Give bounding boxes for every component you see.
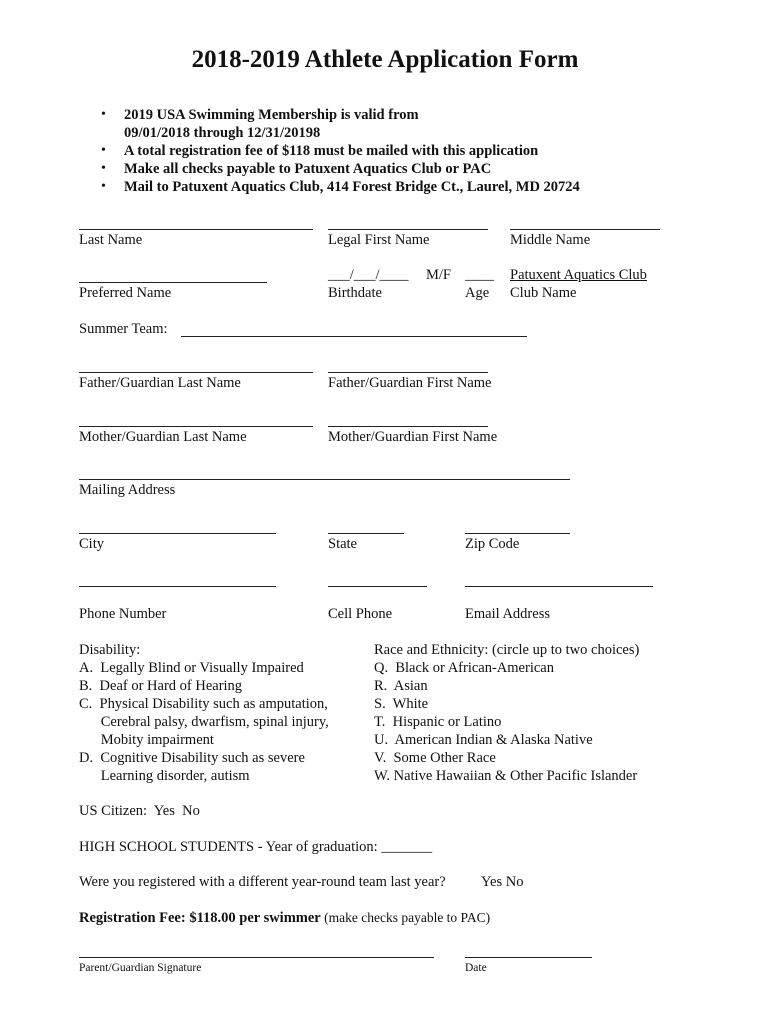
zip-code-field[interactable]: [465, 533, 570, 534]
race-option[interactable]: R. Asian: [374, 678, 428, 694]
email-address-label: Email Address: [465, 606, 550, 622]
bullet-item: 2019 USA Swimming Membership is valid from: [124, 107, 419, 123]
race-option[interactable]: Q. Black or African-American: [374, 660, 554, 676]
father-first-name-label: Father/Guardian First Name: [328, 375, 492, 391]
disability-option[interactable]: B. Deaf or Hard of Hearing: [79, 678, 243, 694]
preferred-name-label: Preferred Name: [79, 285, 172, 301]
registration-fee: [79, 910, 490, 927]
last-name-field[interactable]: [79, 229, 313, 230]
mother-first-name-label: Mother/Guardian First Name: [328, 429, 498, 445]
us-citizen-question[interactable]: US Citizen: Yes No: [79, 803, 200, 819]
bullet-icon: •: [101, 107, 106, 122]
age-label: Age: [465, 285, 490, 301]
disability-option[interactable]: C. Physical Disability such as amputation,: [79, 696, 328, 712]
mother-first-name-field[interactable]: [328, 426, 488, 427]
birthdate-label: Birthdate: [328, 285, 382, 301]
previous-team-answer[interactable]: Yes No: [481, 874, 524, 890]
disability-option-continued: Learning disorder, autism: [79, 768, 250, 784]
parent-signature-label: Parent/Guardian Signature: [79, 962, 202, 974]
mailing-address-field[interactable]: [79, 479, 570, 480]
disability-option-continued: Cerebral palsy, dwarfism, spinal injury,: [79, 714, 329, 730]
gender-label: M/F: [426, 267, 451, 283]
bullet-icon: •: [101, 161, 106, 176]
legal-first-name-field[interactable]: [328, 229, 488, 230]
bullet-item: Make all checks payable to Patuxent Aquatics Club or PAC: [124, 161, 492, 177]
state-field[interactable]: [328, 533, 404, 534]
graduation-year-question[interactable]: HIGH SCHOOL STUDENTS - Year of graduation: _______: [79, 839, 433, 855]
preferred-name-field[interactable]: [79, 282, 267, 283]
race-option[interactable]: V. Some Other Race: [374, 750, 496, 766]
registration-fee-label: Registration Fee: $118.00 per swimmer: [79, 910, 321, 926]
club-name-value: Patuxent Aquatics Club: [510, 267, 647, 283]
state-label: State: [328, 536, 357, 552]
signature-date-label: Date: [465, 962, 487, 974]
disability-heading: Disability:: [79, 642, 141, 658]
cell-phone-field[interactable]: [328, 586, 427, 587]
race-option[interactable]: U. American Indian & Alaska Native: [374, 732, 593, 748]
race-option[interactable]: W. Native Hawaiian & Other Pacific Islander: [374, 768, 638, 784]
father-first-name-field[interactable]: [328, 372, 488, 373]
father-last-name-field[interactable]: [79, 372, 313, 373]
bullet-icon: •: [101, 143, 106, 158]
bullet-icon: •: [101, 179, 106, 194]
cell-phone-label: Cell Phone: [328, 606, 393, 622]
club-name-label: Club Name: [510, 285, 577, 301]
city-label: City: [79, 536, 104, 552]
summer-team-label: Summer Team:: [79, 321, 168, 337]
disability-option[interactable]: A. Legally Blind or Visually Impaired: [79, 660, 304, 676]
father-last-name-label: Father/Guardian Last Name: [79, 375, 241, 391]
parent-signature-field[interactable]: [79, 957, 434, 958]
summer-team-field[interactable]: [181, 336, 527, 337]
bullet-item: A total registration fee of $118 must be mailed with this application: [124, 143, 539, 159]
age-field[interactable]: ____: [465, 267, 494, 283]
phone-number-label: Phone Number: [79, 606, 167, 622]
middle-name-field[interactable]: [510, 229, 660, 230]
bullet-item-continued: 09/01/2018 through 12/31/20198: [124, 125, 321, 141]
bullet-item: Mail to Patuxent Aquatics Club, 414 Forest Bridge Ct., Laurel, MD 20724: [124, 179, 580, 195]
race-heading: Race and Ethnicity: (circle up to two choices): [374, 642, 640, 658]
previous-team-question: Were you registered with a different year-round team last year?: [79, 874, 446, 890]
legal-first-name-label: Legal First Name: [328, 232, 430, 248]
race-option[interactable]: T. Hispanic or Latino: [374, 714, 502, 730]
disability-option-continued: Mobity impairment: [79, 732, 214, 748]
signature-date-field[interactable]: [465, 957, 592, 958]
mother-last-name-field[interactable]: [79, 426, 313, 427]
last-name-label: Last Name: [79, 232, 143, 248]
city-field[interactable]: [79, 533, 276, 534]
birthdate-field[interactable]: ___/___/____: [328, 267, 409, 283]
registration-fee-note: (make checks payable to PAC): [320, 910, 491, 925]
form-title: 2018-2019 Athlete Application Form: [191, 46, 579, 73]
mother-last-name-label: Mother/Guardian Last Name: [79, 429, 247, 445]
phone-number-field[interactable]: [79, 586, 276, 587]
email-address-field[interactable]: [465, 586, 653, 587]
disability-option[interactable]: D. Cognitive Disability such as severe: [79, 750, 305, 766]
race-option[interactable]: S. White: [374, 696, 429, 712]
mailing-address-label: Mailing Address: [79, 482, 176, 498]
middle-name-label: Middle Name: [510, 232, 591, 248]
zip-code-label: Zip Code: [465, 536, 520, 552]
